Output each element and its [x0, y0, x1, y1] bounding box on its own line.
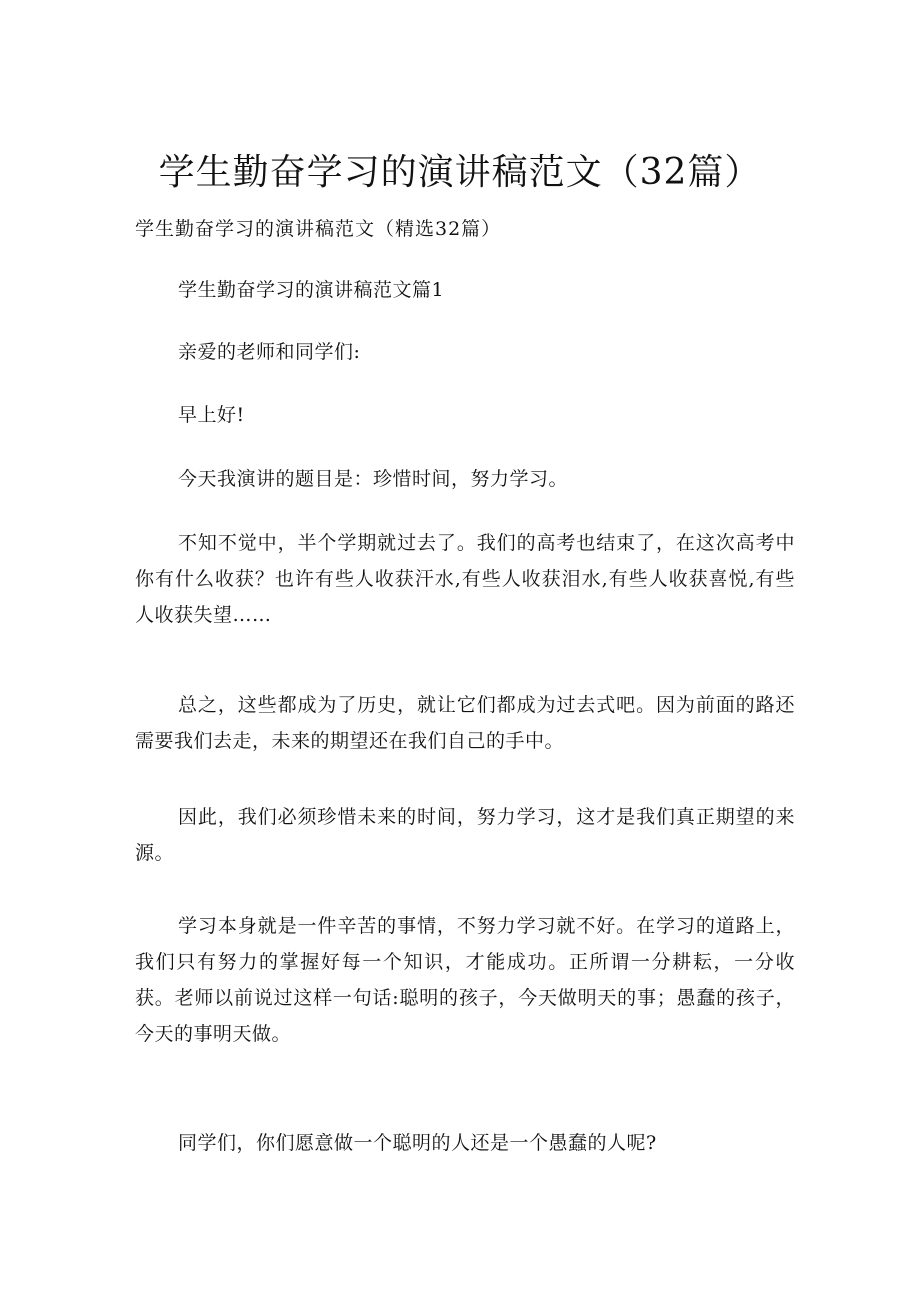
- document-title: 学生勤奋学习的演讲稿范文（32篇）: [158, 152, 762, 193]
- section-heading: 学生勤奋学习的演讲稿范文篇1: [178, 279, 445, 301]
- greeting: 早上好!: [178, 404, 245, 426]
- body-paragraph: 同学们，你们愿意做一个聪明的人还是一个愚蠢的人呢?: [178, 1132, 657, 1154]
- body-paragraph: 学习本身就是一件辛苦的事情，不努力学习就不好。在学习的道路上，我们只有努力的掌握好每一个知识，才能成功。正所谓一分耕耘，一分收获。老师以前说过这样一句话:聪明的孩子，今天做明天的事；愚蠢的孩子，今天的事明天做。: [135, 915, 795, 1045]
- body-paragraph: 因此，我们必须珍惜未来的时间，努力学习，这才是我们真正期望的来源。: [135, 806, 795, 864]
- salutation: 亲爱的老师和同学们:: [178, 341, 361, 363]
- body-paragraph: 总之，这些都成为了历史，就让它们都成为过去式吧。因为前面的路还需要我们去走，未来的期望还在我们自己的手中。: [135, 694, 795, 752]
- document-subtitle: 学生勤奋学习的演讲稿范文（精选32篇）: [135, 218, 502, 240]
- body-paragraph: 不知不觉中，半个学期就过去了。我们的高考也结束了，在这次高考中你有什么收获？也许有些人收获汗水,有些人收获泪水,有些人收获喜悦,有些人收获失望……: [135, 532, 795, 626]
- speech-topic: 今天我演讲的题目是：珍惜时间，努力学习。: [178, 468, 569, 490]
